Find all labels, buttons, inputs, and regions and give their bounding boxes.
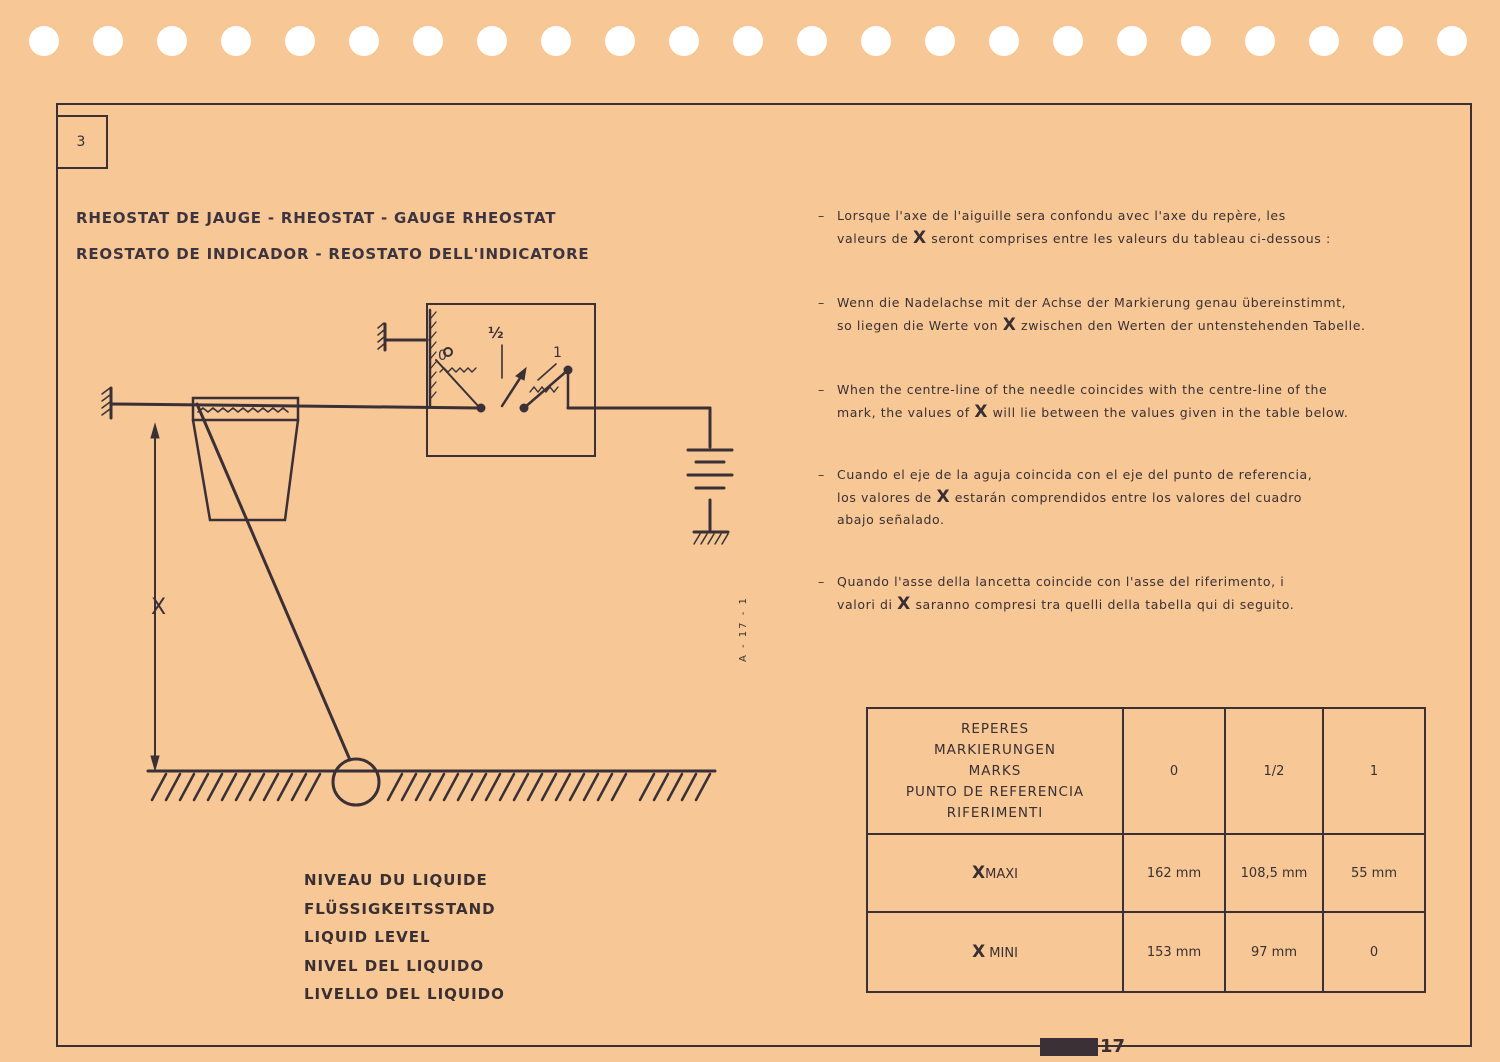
x-mark-icon: X: [1002, 315, 1017, 335]
table-cell: 153 mm: [1123, 912, 1225, 992]
figure-reference: A - 17 - 1: [738, 596, 749, 662]
table-cell: 162 mm: [1123, 834, 1225, 912]
liquid-level-labels: [304, 866, 505, 1009]
level-label-es: NIVEL DEL LIQUIDO: [304, 956, 485, 975]
title-line-2: REOSTATO DE INDICADOR - REOSTATO DELL'INDICATORE: [76, 245, 590, 263]
paragraph-line: abajo señalado.: [837, 512, 945, 527]
marks-table: [866, 707, 1426, 993]
table-header-cell: 1: [1323, 708, 1425, 834]
paragraph-es: [818, 464, 1458, 531]
table-cell: 55 mm: [1323, 834, 1425, 912]
section-number: 3: [56, 115, 108, 169]
paragraph-line: valeurs de X seront comprises entre les valeurs du tableau ci-dessous :: [837, 228, 1331, 248]
scale-one-label: 1: [553, 345, 562, 361]
page-number-text: 17: [1100, 1036, 1126, 1057]
paragraph-it: [818, 571, 1458, 616]
paragraph-de: [818, 292, 1458, 337]
table-header-cell: 1/2: [1225, 708, 1323, 834]
paragraph-line: Lorsque l'axe de l'aiguille sera confondu avec l'axe du repère, les: [837, 208, 1286, 223]
scale-zero-label: 0: [438, 348, 447, 364]
level-label-de: FLÜSSIGKEITSSTAND: [304, 899, 496, 918]
x-mark-icon: X: [936, 487, 951, 507]
bullet-dash: –: [818, 208, 825, 223]
table-cell: 0: [1323, 912, 1425, 992]
paragraph-en: [818, 379, 1458, 424]
page-number-bar: [1040, 1038, 1098, 1056]
table-cell: 108,5 mm: [1225, 834, 1323, 912]
level-label-fr: NIVEAU DU LIQUIDE: [304, 871, 488, 889]
x-mark-icon: X: [974, 402, 989, 422]
paragraph-line: Cuando el eje de la aguja coincida con el eje del punto de referencia,: [837, 467, 1313, 482]
x-mark-icon: X: [897, 594, 911, 614]
table-row: [867, 834, 1425, 912]
x-mark-icon: X: [912, 228, 927, 248]
table-header-marks: REPERES MARKIERUNGEN MARKS PUNTO DE REFERENCIA RIFERIMENTI: [867, 708, 1123, 834]
table-header-cell: 0: [1123, 708, 1225, 834]
paragraph-line: Wenn die Nadelachse mit der Achse der Markierung genau übereinstimmt,: [837, 295, 1347, 310]
page-number: [1040, 1036, 1125, 1057]
bullet-dash: –: [818, 467, 825, 482]
paragraph-line: los valores de X estarán comprendidos entre los valores del cuadro: [837, 487, 1303, 507]
table-cell: 97 mm: [1225, 912, 1323, 992]
bullet-dash: –: [818, 382, 825, 397]
level-label-it: LIVELLO DEL LIQUIDO: [304, 985, 505, 1003]
x-mark-icon: X: [972, 942, 986, 962]
paragraph-line: When the centre-line of the needle coincides with the centre-line of the: [837, 382, 1328, 397]
bullet-dash: –: [818, 574, 825, 589]
x-mark-icon: X: [972, 863, 986, 883]
table-row-label: X MINI: [867, 912, 1123, 992]
scale-half-label: ½: [488, 324, 504, 342]
paragraph-line: mark, the values of X will lie between the values given in the table below.: [837, 402, 1349, 422]
bullet-dash: –: [818, 295, 825, 310]
table-row: [867, 708, 1425, 834]
paragraph-line: valori di X saranno compresi tra quelli della tabella qui di seguito.: [837, 594, 1295, 614]
x-dimension-label: X: [151, 595, 167, 620]
level-label-en: LIQUID LEVEL: [304, 928, 431, 946]
table-row-label: XMAXI: [867, 834, 1123, 912]
table-row: [867, 912, 1425, 992]
paragraph-line: Quando l'asse della lancetta coincide con l'asse del riferimento, i: [837, 574, 1285, 589]
paragraph-line: so liegen die Werte von X zwischen den Werten der untenstehenden Tabelle.: [837, 315, 1366, 335]
title-line-1: RHEOSTAT DE JAUGE - RHEOSTAT - GAUGE RHEOSTAT: [76, 209, 557, 227]
paragraph-fr: [818, 205, 1458, 250]
